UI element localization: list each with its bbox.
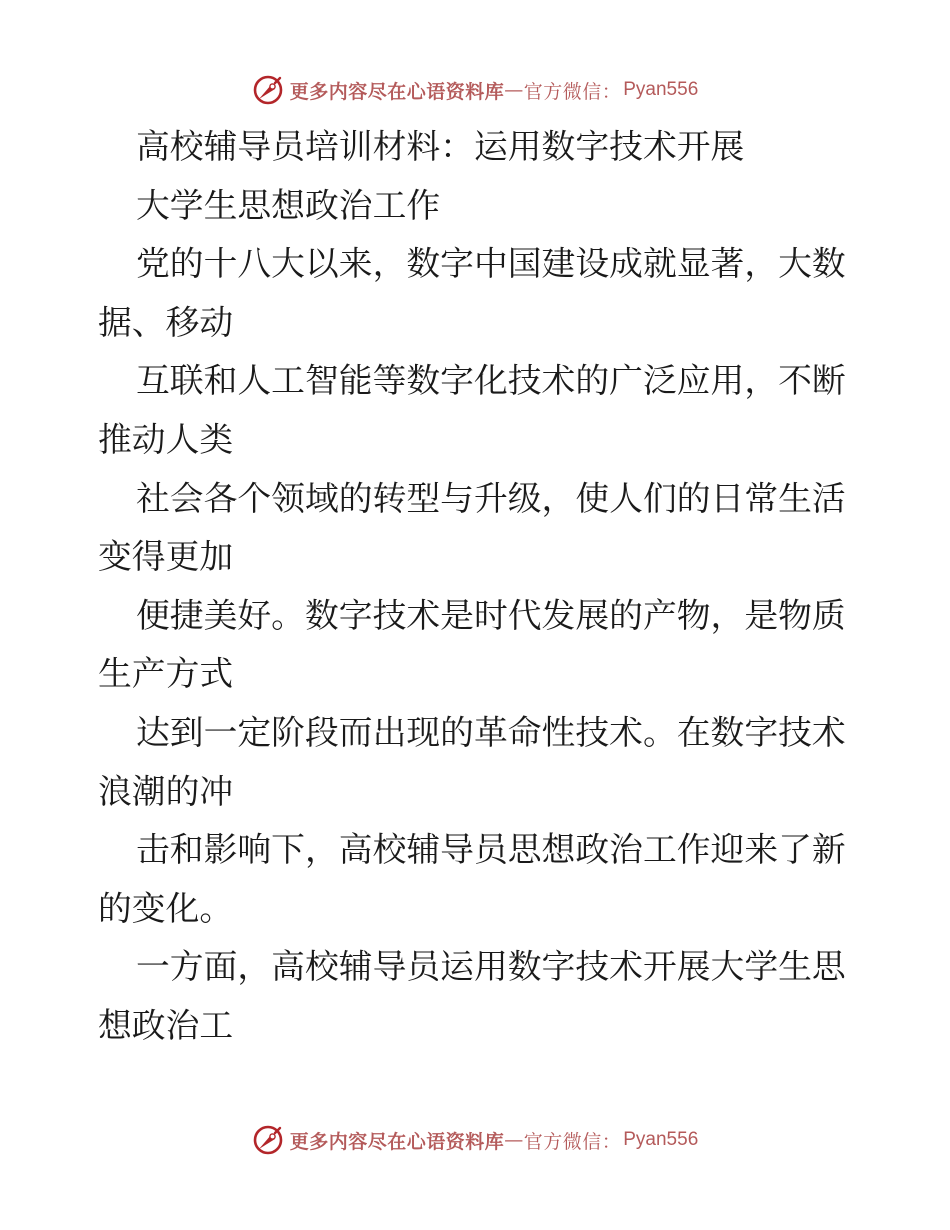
separator-dash: —	[504, 79, 524, 101]
paragraph-line: 社会各个领域的转型与升级，使人们的日常生活	[136, 478, 846, 518]
pen-nib-logo-icon	[252, 1124, 284, 1156]
paragraph-line: 浪潮的冲	[98, 771, 234, 811]
wechat-id: Pyan556	[623, 79, 699, 100]
paragraph-line: 据、移动	[98, 302, 234, 342]
header-banner	[0, 70, 950, 110]
paragraph-line: 便捷美好。数字技术是时代发展的产物，是物质	[136, 595, 846, 635]
paragraph-line: 的变化。	[98, 888, 234, 928]
paragraph-line: 推动人类	[98, 419, 234, 459]
separator-dash: —	[504, 1129, 524, 1151]
wechat-label: 官方微信：	[523, 80, 622, 103]
paragraph-line: 互联和人工智能等数字化技术的广泛应用，不断	[136, 361, 846, 401]
footer-banner	[0, 1120, 950, 1160]
wechat-label: 官方微信：	[523, 1130, 622, 1153]
title-line: 大学生思想政治工作	[136, 185, 441, 225]
pen-nib-logo-icon	[252, 74, 284, 106]
paragraph-line: 变得更加	[98, 537, 234, 577]
paragraph-line: 达到一定阶段而出现的革命性技术。在数字技术	[136, 712, 846, 752]
document-body	[98, 118, 852, 1056]
paragraph-line: 想政治工	[98, 1005, 234, 1045]
paragraph-line: 一方面，高校辅导员运用数字技术开展大学生思	[136, 947, 846, 987]
paragraph-line: 党的十八大以来，数字中国建设成就显著，大数	[136, 244, 846, 284]
site-name-text: 更多内容尽在心语资料库	[289, 1130, 505, 1153]
title-line: 高校辅导员培训材料：运用数字技术开展	[136, 127, 745, 166]
site-name-text: 更多内容尽在心语资料库	[289, 80, 505, 103]
paragraph-line: 击和影响下，高校辅导员思想政治工作迎来了新	[136, 830, 846, 870]
paragraph-line: 生产方式	[98, 654, 234, 694]
wechat-id: Pyan556	[623, 1129, 699, 1150]
